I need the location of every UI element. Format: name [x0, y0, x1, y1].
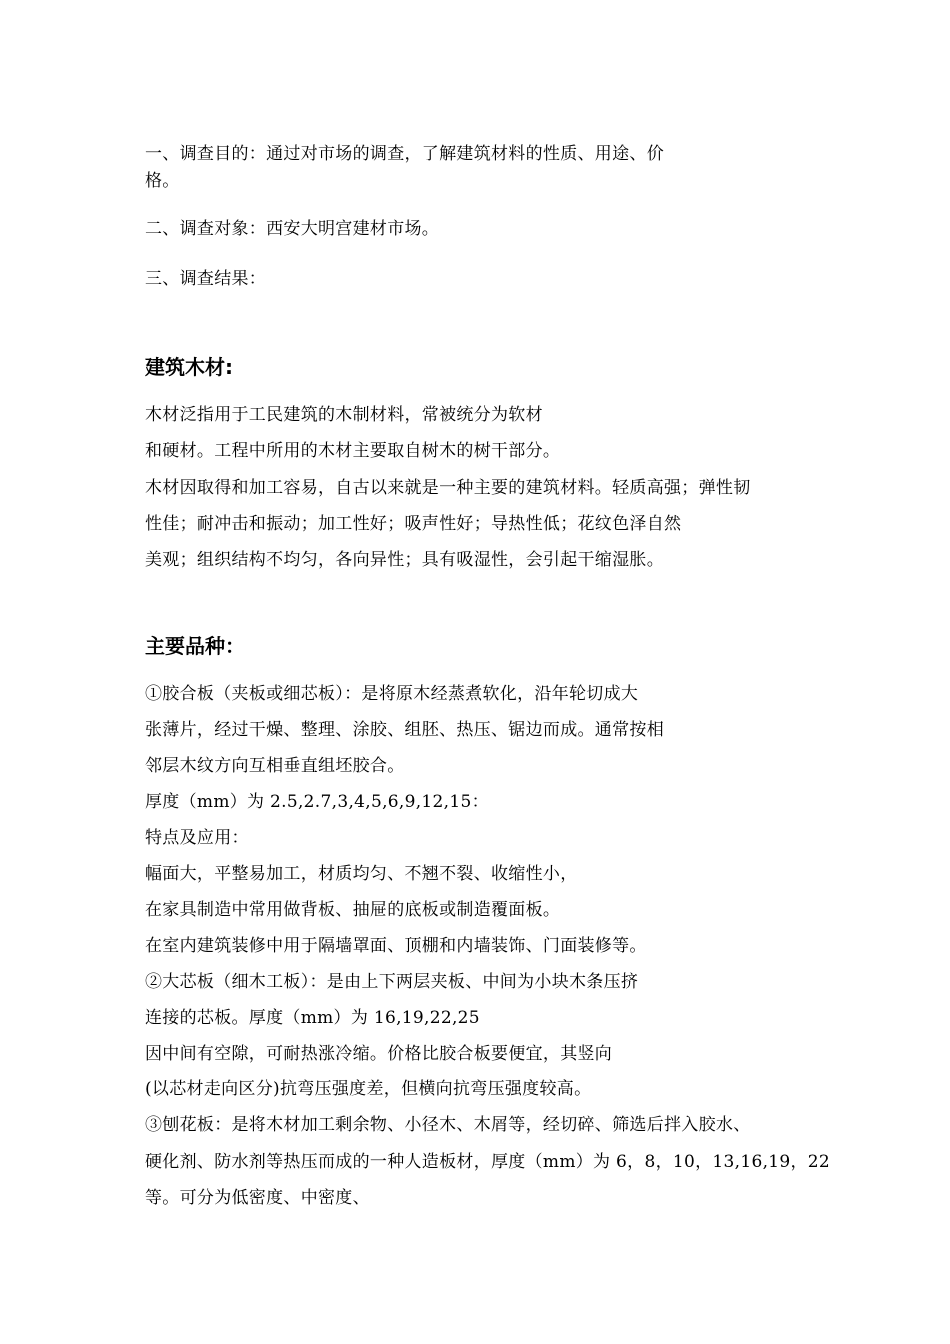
varieties-line-12: (以芯材走向区分)抗弯压强度差，但横向抗弯压强度较高。	[145, 1079, 592, 1099]
varieties-line-15: 等。可分为低密度、中密度、	[145, 1188, 370, 1208]
varieties-line-10: 连接的芯板。厚度（mm）为 16,19,22,25	[145, 1008, 480, 1028]
survey-result: 三、调查结果：	[145, 269, 267, 289]
varieties-line-6: 幅面大，平整易加工，材质均匀、不翘不裂、收缩性小，	[145, 864, 578, 884]
varieties-line-9: ②大芯板（细木工板）：是由上下两层夹板、中间为小块木条压挤	[145, 972, 639, 992]
purpose-line-1: 一、调查目的：通过对市场的调查，了解建筑材料的性质、用途、价	[145, 144, 664, 164]
timber-line-3: 木材因取得和加工容易，自古以来就是一种主要的建筑材料。轻质高强；弹性韧	[145, 478, 751, 498]
varieties-line-1: ①胶合板（夹板或细芯板）：是将原木经蒸煮软化，沿年轮切成大	[145, 684, 639, 704]
varieties-line-13: ③刨花板：是将木材加工剩余物、小径木、木屑等，经切碎、筛选后拌入胶水、	[145, 1115, 751, 1135]
timber-line-2: 和硬材。工程中所用的木材主要取自树木的树干部分。	[145, 441, 561, 461]
varieties-line-8: 在室内建筑装修中用于隔墙罩面、顶棚和内墙装饰、门面装修等。	[145, 936, 647, 956]
varieties-line-14: 硬化剂、防水剂等热压而成的一种人造板材，厚度（mm）为 6，8，10，13,16,19，22	[145, 1152, 831, 1172]
survey-object: 二、调查对象：西安大明宫建材市场。	[145, 219, 440, 239]
varieties-line-4: 厚度（mm）为 2.5,2.7,3,4,5,6,9,12,15：	[145, 792, 489, 812]
timber-heading: 建筑木材:	[145, 355, 233, 379]
varieties-line-7: 在家具制造中常用做背板、抽屉的底板或制造覆面板。	[145, 900, 561, 920]
purpose-line-2: 格。	[145, 171, 180, 191]
timber-line-1: 木材泛指用于工民建筑的木制材料，常被统分为软材	[145, 405, 543, 425]
varieties-line-5: 特点及应用：	[145, 828, 249, 848]
timber-line-5: 美观；组织结构不均匀，各向异性；具有吸湿性，会引起干缩湿胀。	[145, 550, 664, 570]
varieties-heading: 主要品种：	[145, 634, 245, 658]
timber-line-4: 性佳；耐冲击和振动；加工性好；吸声性好；导热性低；花纹色泽自然	[145, 514, 682, 534]
varieties-line-11: 因中间有空隙，可耐热涨冷缩。价格比胶合板要便宜，其竖向	[145, 1044, 613, 1064]
varieties-line-3: 邻层木纹方向互相垂直组坯胶合。	[145, 756, 405, 776]
varieties-line-2: 张薄片，经过干燥、整理、涂胶、组胚、热压、锯边而成。通常按相	[145, 720, 664, 740]
